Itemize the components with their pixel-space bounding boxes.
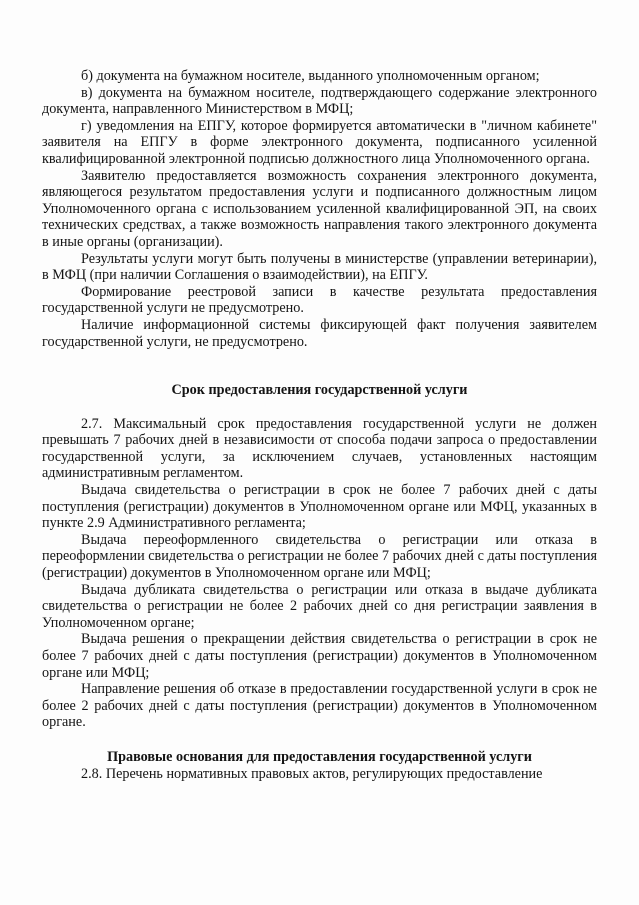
paragraph-results: Результаты услуги могут быть получены в министерстве (управлении ветеринарии), в МФЦ (при наличии Соглашения о взаимодействии), на ЕПГУ.	[42, 250, 597, 284]
paragraph-v: в) документа на бумажном носителе, подтверждающего содержание электронного документа, направленного Министерством в МФЦ;	[42, 84, 597, 118]
paragraph-b: б) документа на бумажном носителе, выданного уполномоченным органом;	[81, 68, 540, 84]
paragraph-2-8: 2.8. Перечень нормативных правовых актов, регулирующих предоставление	[81, 765, 543, 782]
paragraph-reissue: Выдача переоформленного свидетельства о регистрации или отказа в переоформлении свидетельства о регистрации не более 7 рабочих дней с даты поступления (регистрации) документов в Уполномоченном органе или МФЦ;	[42, 531, 597, 582]
paragraph-2-7: 2.7. Максимальный срок предоставления государственной услуги не должен превышать 7 рабочих дней в независимости от способа подачи запроса о предоставлении государственной услуги, за исключением случаев, установленных настоящим административным регламентом.	[42, 415, 597, 482]
paragraph-info-system: Наличие информационной системы фиксирующей факт получения заявителем государственной услуги, не предусмотрено.	[42, 316, 597, 350]
section-heading-legal: Правовые основания для предоставления государственной услуги	[107, 748, 532, 765]
paragraph-save-option: Заявителю предоставляется возможность сохранения электронного документа, являющегося результатом предоставления услуги и подписанного должностным лицом Уполномоченного органа с использованием усиленной квалифицированной ЭП, на своих технических средствах, а также возможность направления такого электронного документа в иные органы (организации).	[42, 167, 597, 250]
paragraph-duplicate: Выдача дубликата свидетельства о регистрации или отказа в выдаче дубликата свидетельства о регистрации не более 2 рабочих дней со дня регистрации заявления в Уполномоченном органе;	[42, 581, 597, 631]
paragraph-issue-certificate: Выдача свидетельства о регистрации в срок не более 7 рабочих дней с даты поступления (регистрации) документов в Уполномоченном органе или МФЦ, указанных в пункте 2.9 Административного регламента;	[42, 482, 597, 532]
section-heading-term: Срок предоставления государственной услуги	[171, 382, 468, 399]
paragraph-termination: Выдача решения о прекращении действия свидетельства о регистрации в срок не более 7 рабочих дней с даты поступления (регистрации) документов в Уполномоченном органе или МФЦ;	[42, 631, 597, 681]
paragraph-registry: Формирование реестровой записи в качестве результата предоставления государственной услуги не предусмотрено.	[42, 283, 597, 317]
paragraph-g: г) уведомления на ЕПГУ, которое формируется автоматически в "личном кабинете" заявителя на ЕПГУ в форме электронного документа, подписанного усиленной квалифицированной электронной подписью должностного лица Уполномоченного органа.	[42, 117, 597, 167]
paragraph-refusal: Направление решения об отказе в предоставлении государственной услуги в срок не более 2 рабочих дней с даты поступления (регистрации) документов в Уполномоченном органе.	[42, 681, 597, 731]
